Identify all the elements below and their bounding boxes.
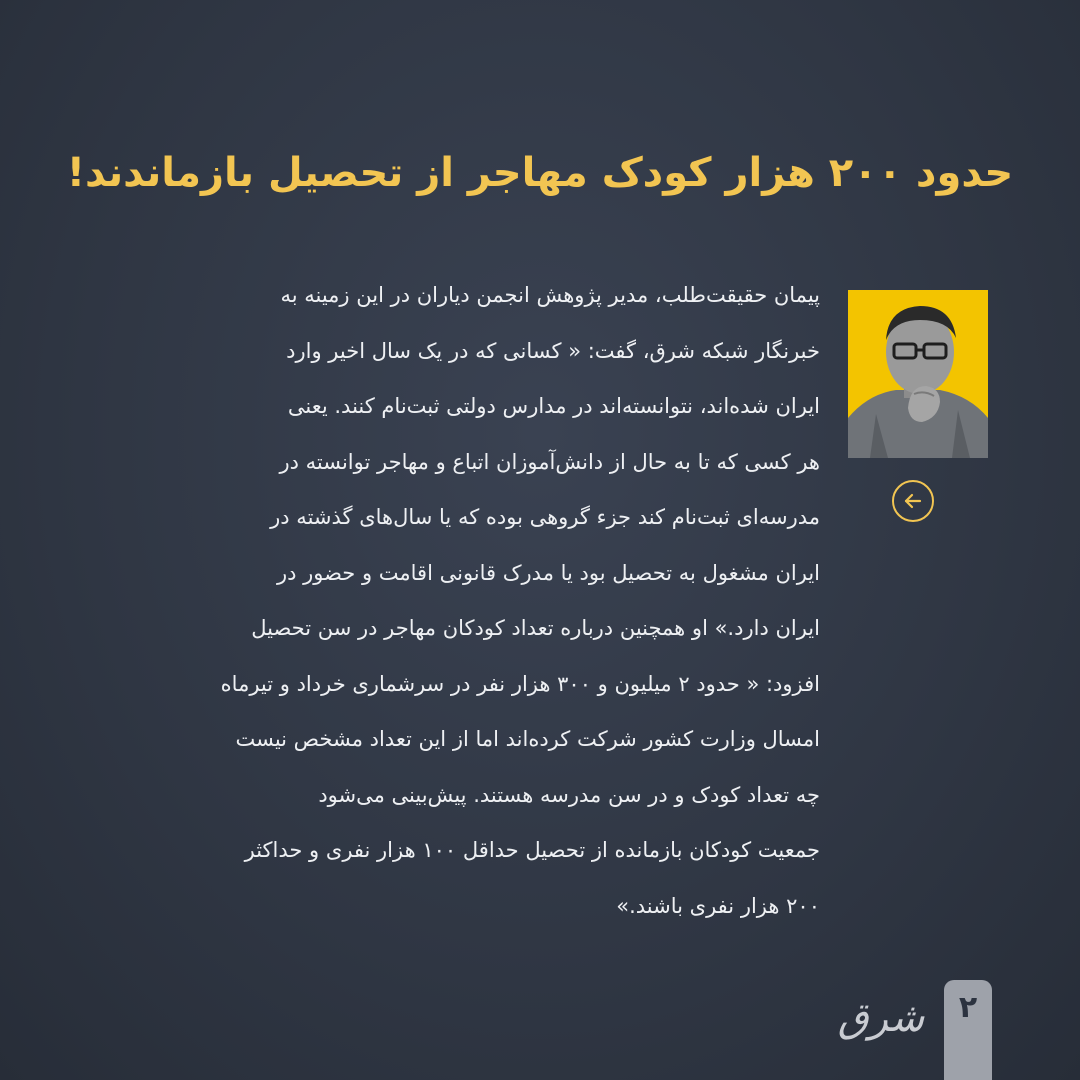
logo-text: شرق [837,995,925,1041]
article-line: هر کسی که تا به حال از دانش‌آموزان اتباع و مهاجر توانسته در [279,449,820,474]
article-line: چه تعداد کودک و در سن مدرسه هستند. پیش‌بینی می‌شود [318,782,820,807]
article-line: جمعیت کودکان بازمانده از تحصیل حداقل ۱۰۰ هزار نفری و حداکثر [244,838,820,862]
next-arrow-button[interactable] [892,480,934,522]
article-line: مدرسه‌ای ثبت‌نام کند جزء گروهی بوده که یا سال‌های گذشته در [270,505,820,529]
article-line: خبرنگار شبکه شرق، گفت: « کسانی که در یک سال اخیر وارد [286,338,820,363]
article-line: پیمان حقیقت‌طلب، مدیر پژوهش انجمن دیاران در این زمینه به [280,283,820,307]
shargh-logo [826,988,936,1048]
article-body [88,268,820,934]
page-number: ۲ [958,990,978,1025]
page-number-tab [944,980,992,1080]
arrow-left-circle-icon [901,489,925,513]
article-line: امسال وزارت کشور شرکت کرده‌اند اما از این تعداد مشخص نیست [235,727,820,751]
article-line: افزود: « حدود ۲ میلیون و ۳۰۰ هزار نفر در سرشماری خرداد و تیرماه [220,671,820,696]
article-line: ایران مشغول به تحصیل بود یا مدرک قانونی اقامت و حضور در [276,560,820,585]
article-line: ۲۰۰ هزار نفری باشند.» [616,893,820,918]
article-line: ایران دارد.» او همچنین درباره تعداد کودکان مهاجر در سن تحصیل [251,616,820,640]
page-title: حدود ۲۰۰ هزار کودک مهاجر از تحصیل بازماندند! [66,150,1014,196]
person-portrait [848,290,988,458]
article-line: ایران شده‌اند، نتوانسته‌اند در مدارس دولتی ثبت‌نام کنند. یعنی [287,394,820,418]
